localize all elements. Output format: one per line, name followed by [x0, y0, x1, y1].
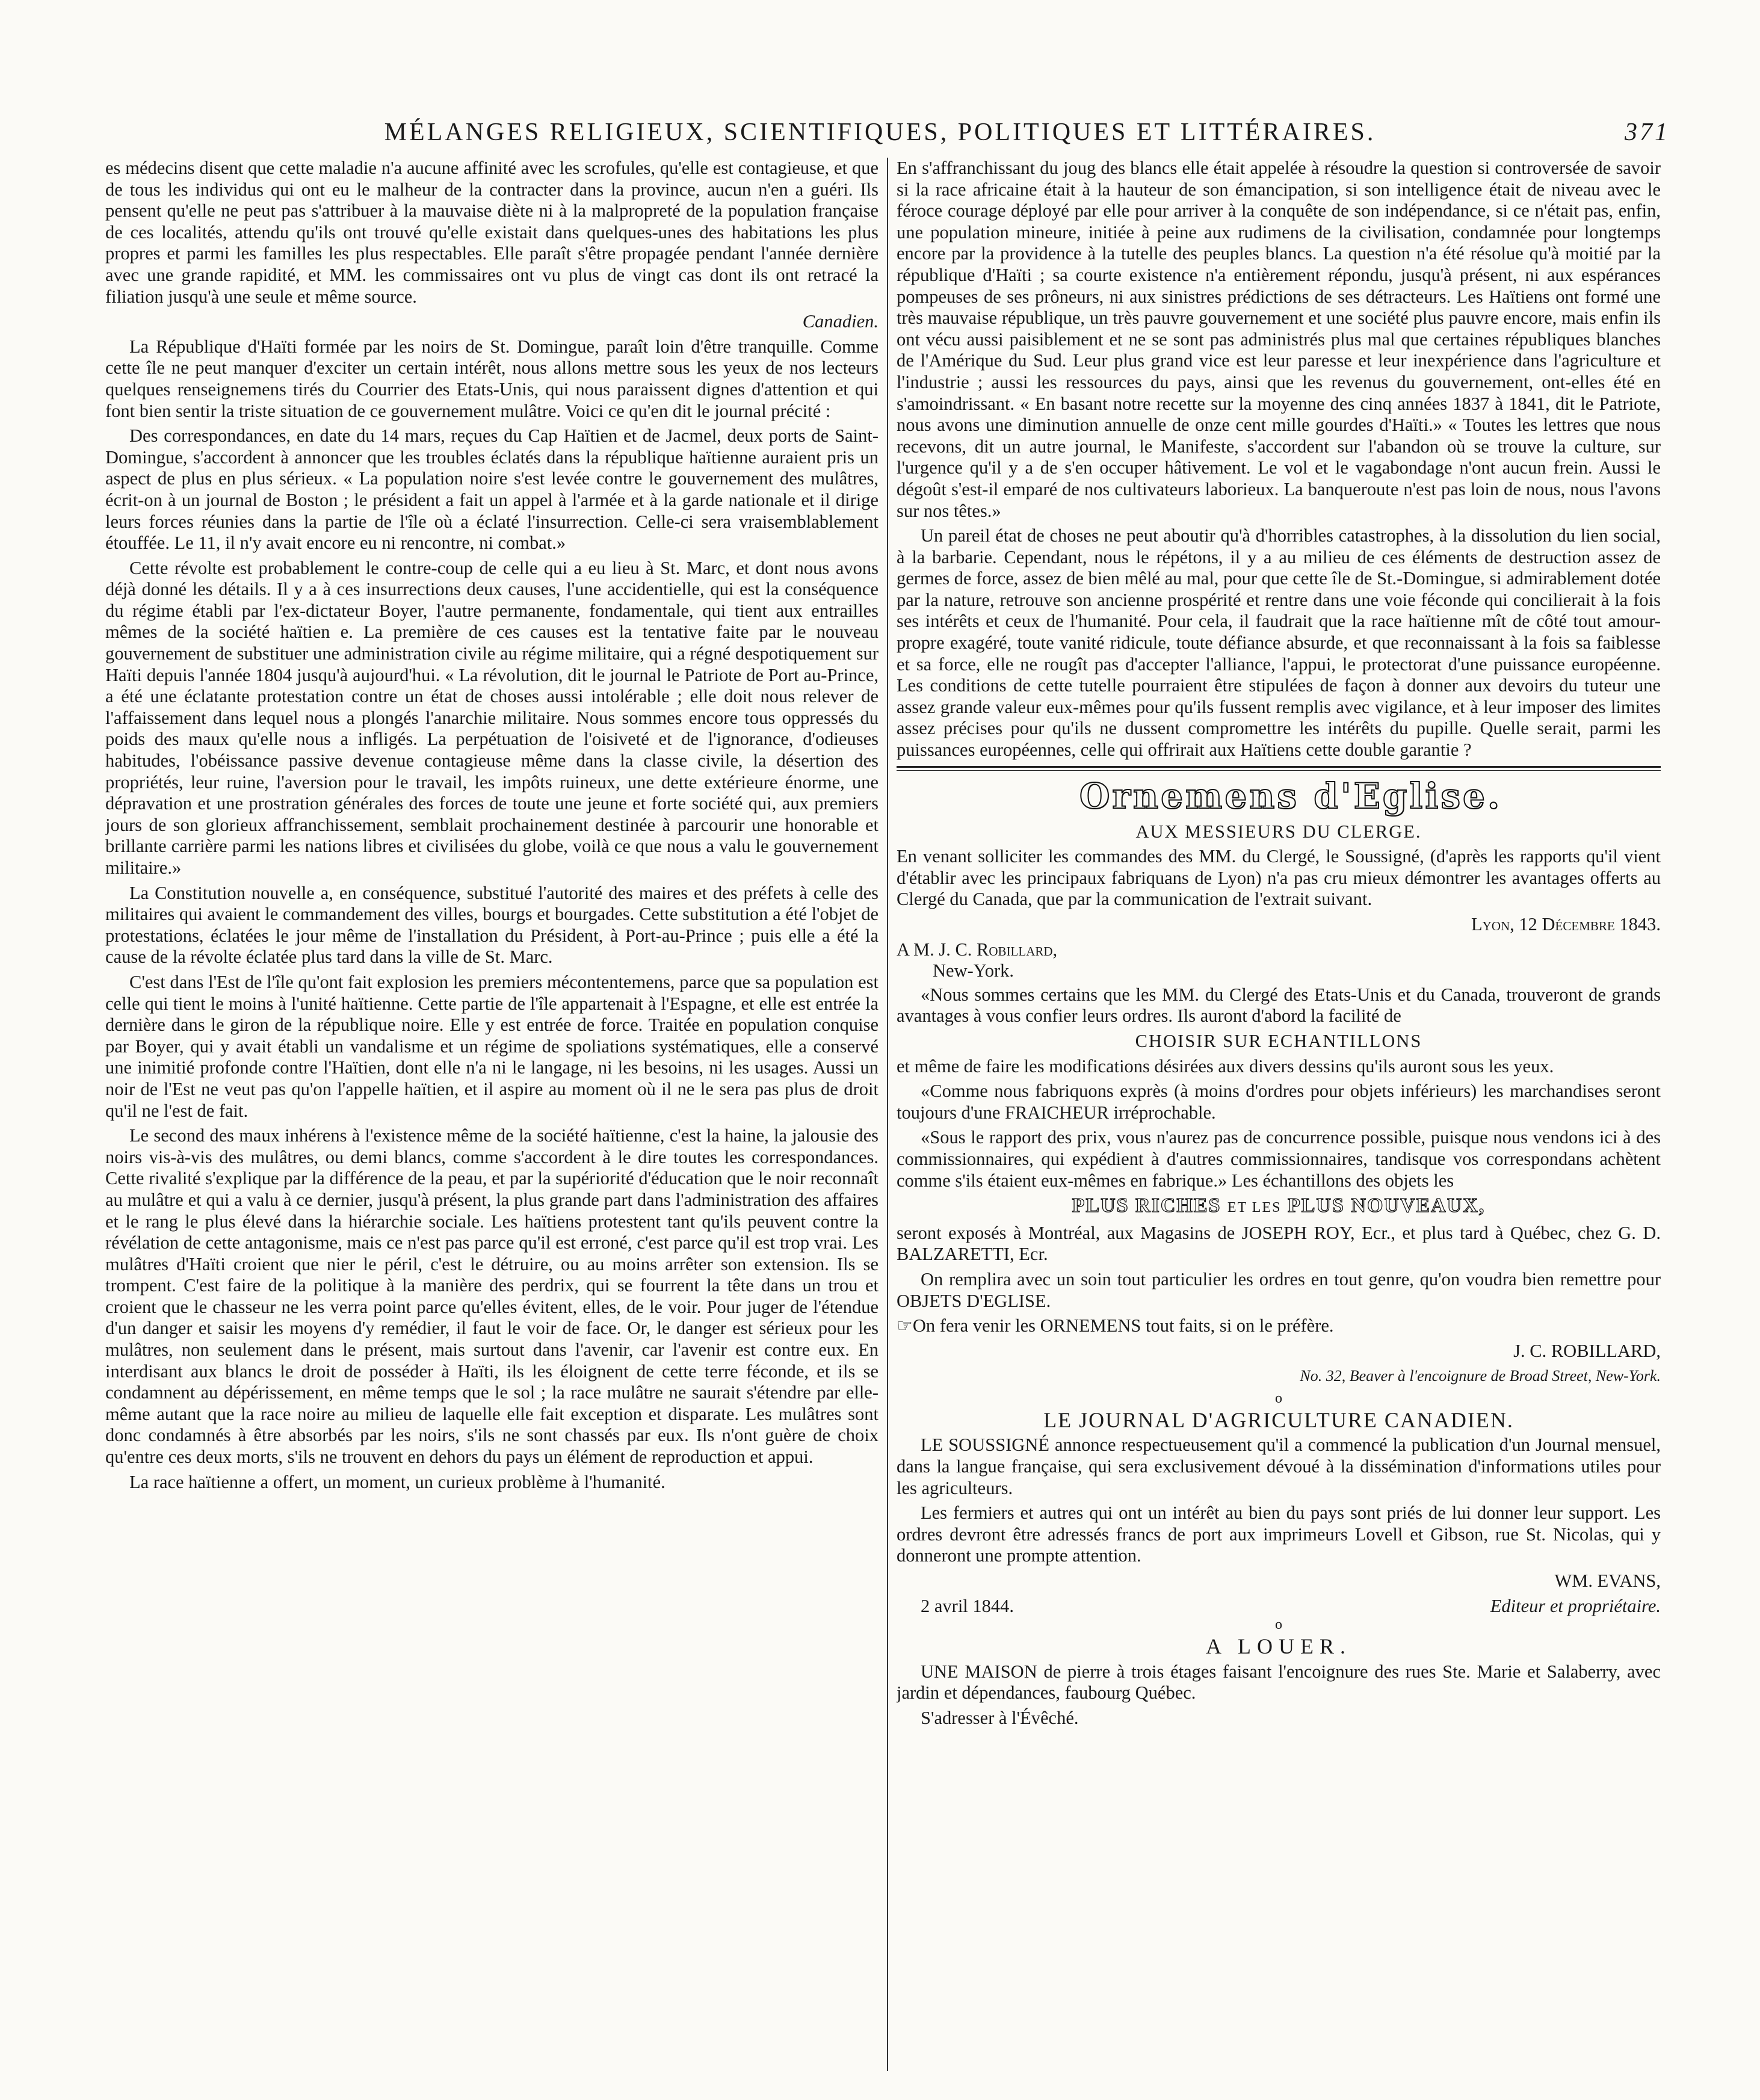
- advert-quote: «Comme nous fabriquons exprès (à moins d'ordres pour objets inférieurs) les marchandises seront toujours d'une FRAICHEUR irréprochable.: [897, 1081, 1661, 1123]
- advert-role: Editeur et propriétaire.: [1490, 1595, 1661, 1616]
- advert-quote-text: On fera venir les ORNEMENS tout faits, si on le préfère.: [912, 1315, 1334, 1336]
- advert-highlight: [897, 1195, 1661, 1219]
- page-number: 371: [1625, 119, 1670, 146]
- section-rule: [897, 766, 1661, 771]
- article-paragraph: La race haïtienne a offert, un moment, un curieux problème à l'humanité.: [129, 1471, 665, 1492]
- column-divider: [887, 158, 888, 2071]
- running-head: [90, 118, 1670, 154]
- running-title: MÉLANGES RELIGIEUX, SCIENTIFIQUES, POLITIQUES ET LITTÉRAIRES.: [384, 119, 1376, 146]
- advert-signature: J. C. ROBILLARD,: [1513, 1340, 1661, 1361]
- advert-body: Les fermiers et autres qui ont un intérêt au bien du pays sont priés de lui donner leur support. Les ordres devront être adressés francs de port aux imprimeurs Lovell et Gibson, rue St. Nicolas, qui y donneront une prompte attention.: [897, 1502, 1661, 1566]
- advert-quote: et même de faire les modifications désirées aux divers dessins qu'ils auront sous les yeux.: [897, 1055, 1554, 1076]
- article-paragraph: Des correspondances, en date du 14 mars, reçues du Cap Haïtien et de Jacmel, deux ports de Saint-Domingue, s'accordent à annoncer que les troubles éclatés dans la république haïtienne auraient pris un aspect de plus en plus sérieux. « La population noire s'est levée contre le gouvernement des mulâtres, écrit-on à un journal de Boston ; le président a fait un appel à l'armée et à la garde nationale et il dirige leurs forces réunies dans la partie de l'île où a éclaté l'insurrection. Celle-ci sera vraisemblablement étouffée. Le 11, il n'y avait encore eu ni rencontre, ni combat.»: [105, 425, 878, 554]
- article-paragraph: C'est dans l'Est de l'île qu'ont fait explosion les premiers mécontentemens, parce que sa population est celle qui tient le moins à l'unité haïtienne. Cette partie de l'île appartenait à l'Espagne, et elle est entrée la dernière dans le giron de la république noire. Elle y est entrée de force. Traitée en population conquise par Boyer, qui y avait établi un vandalisme et un régime de spoliations systématiques, elle a conservé une inimitié profonde contre l'Haïtien, dont elle n'a ni le langage, ni les besoins, ni les usages. Aussi un noir de l'Est ne veut pas qu'on l'appelle haïtien, et il aspire au moment où il ne le sera pas plus de droit qu'il ne l'est de fait.: [105, 971, 878, 1121]
- addressee-city: New-York.: [933, 960, 1014, 981]
- advert-title: LE JOURNAL D'AGRICULTURE CANADIEN.: [1043, 1407, 1514, 1432]
- pointing-hand-icon: ☞: [897, 1316, 913, 1336]
- advert-subtitle: AUX MESSIEURS DU CLERGE.: [1135, 821, 1422, 842]
- advert-addressee: [897, 939, 1661, 982]
- article-paragraph: Un pareil état de choses ne peut aboutir qu'à d'horribles catastrophes, à la dissolution du lien social, à la barbarie. Cependant, nous le répétons, il y a au milieu de ces éléments de destruction assez de germes de force, assez de bien mêlé au mal, pour que cette île de St.-Domingue, si admirablement dotée par la nature, retrouve son ancienne prospérité et rentre dans une voie féconde qui concilierait à la fois ses intérêts et ceux de l'humanité. Pour cela, il faudrait que la race haïtienne mît de côté tout amour-propre exagéré, toute vanité ridicule, toute défiance absurde, et que reconnaissant à la fois sa faiblesse et sa force, elle ne rougît pas d'accepter l'alliance, l'appui, le protectorat d'une puissance européenne. Les conditions de cette tutelle pourraient être stipulées de façon à donner aux devoirs du tuteur une assez grande valeur eux-mêmes pour qu'ils fussent remplis avec vigilance, et à leur imposer des limites assez précises pour qu'ils ne dussent compromettre les intérêts du pupille. Quelle serait, parmi les puissances européennes, celle qui offrirait aux Haïtiens cette double garantie ?: [897, 525, 1661, 761]
- advert-quote: On remplira avec un soin tout particulier les ordres en tout genre, qu'on voudra bien remettre pour OBJETS D'EGLISE.: [897, 1268, 1661, 1311]
- advert-a-louer: [897, 1636, 1661, 1729]
- article-paragraph: es médecins disent que cette maladie n'a aucune affinité avec les scrofules, qu'elle est contagieuse, et que de tous les individus qui ont eu le malheur de la contracter dans la province, aucun n'en a guéri. Ils pensent qu'elle ne peut pas s'attribuer à la mauvaise diète ni à la malpropreté de la population française de ces localités, attendu qu'ils ont trouvé qu'elle existait dans quelques-unes des habitations les plus propres et parmi les familles les plus respectables. Elle paraît s'être propagée pendant l'année dernière avec une grande rapidité, et MM. les commissaires ont vu plus de vingt cas dont ils ont retracé la filiation jusqu'à une seule et même source.: [105, 158, 878, 307]
- advert-choisir: CHOISIR SUR ECHANTILLONS: [1135, 1030, 1422, 1051]
- advert-title: A LOUER.: [1206, 1634, 1351, 1659]
- advert-body: LE SOUSSIGNÉ annonce respectueusement qu'il a commencé la publication d'un Journal mensuel, dans la langue française, qui sera exclusivement dévoué à la dissémination d'informations utiles pour les agriculteurs.: [897, 1434, 1661, 1498]
- advert-signature: WM. EVANS,: [1554, 1570, 1661, 1592]
- article-paragraph: Le second des maux inhérens à l'existence même de la société haïtienne, c'est la haine, la jalousie des noirs vis-à-vis des mulâtres, ou demi blancs, comme s'accordent à le dire toutes les correspondances. Cette rivalité s'explique par la différence de la peau, et par la supériorité d'éducation que le noir reconnaît au mulâtre et qui a valu à ce dernier, jusqu'à présent, la plus grande part dans l'administration des affaires et le rang le plus élevé dans la hiérarchie sociale. Les haïtiens protestent tant qu'ils peuvent contre la révélation de cette antagonisme, mais ce n'est pas parce qu'il est erroné, c'est parce qu'il est trop vrai. Les mulâtres d'Haïti croient que nier le péril, c'est le détruire, ou au moins arrêter son extension. Ils se trompent. C'est faire de la politique à la manière des perdrix, qui se fourrent la tête dans un trou et croient que le chasseur ne les verra point parce qu'elles évitent, elles, de le voir. Pour juger de l'étendue d'un danger et saisir les moyens d'y remédier, il faut le voir de face. Or, le danger est sérieux pour les mulâtres, non seulement dans le présent, mais surtout dans l'avenir, car l'avenir est contre eux. En interdisant aux blancs le droit de posséder à Haïti, ils les éloignent de cette terre féconde, et ils se condamnent au dépérissement, en même temps que le sol ; la race mulâtre ne saurait s'étendre par elle-même autant que la race noire au milieu de laquelle elle fait exception et disparate. Les mulâtres sont donc condamnés à être absorbés par les noirs, s'ils ne sont chassés par eux. Ils n'ont guère de choix qu'entre ces deux morts, s'ils ne trouvent en dehors du pays un élément de reproduction et appui.: [105, 1125, 878, 1468]
- advert-quote: seront exposés à Montréal, aux Magasins de JOSEPH ROY, Ecr., et plus tard à Québec, chez G. D. BALZARETTI, Ecr.: [897, 1222, 1661, 1265]
- advert-date: 2 avril 1844.: [921, 1595, 1014, 1616]
- advert-quote: «Sous le rapport des prix, vous n'aurez pas de concurrence possible, puisque nous vendons ici à des commissionnaires, qui expédient à d'autres commissionnaires, tandisque vos correspondans achètent comme s'ils étaient eux-mêmes en fabrique.» Les échantillons des objets les: [897, 1127, 1661, 1191]
- plus-riches: PLUS RICHES: [1072, 1194, 1221, 1217]
- advert-intro: En venant solliciter les commandes des MM. du Clergé, le Soussigné, (d'après les rapports qu'il vient d'établir avec les principaux fabriquans de Lyon) n'a pas cru mieux démontrer les avantages offerts au Clergé du Canada, que par la communication de l'extrait suivant.: [897, 846, 1661, 910]
- advert-journal: [897, 1407, 1661, 1617]
- separator: o: [1275, 1617, 1282, 1633]
- article-paragraph: La Constitution nouvelle a, en conséquence, substitué l'autorité des maires et des préfets à celle des militaires qui avaient le commandement des villes, bourgs et bourgades. Cette substitution a été l'objet de protestations, éclatées le jour même de l'installation du Président, à Port-au-Prince ; puis elle a été la cause de la révolte éclatée plus tard dans la ville de St. Marc.: [105, 882, 878, 968]
- advert-quote: [897, 1315, 1661, 1337]
- et-les: ET LES: [1227, 1200, 1282, 1216]
- advert-footer: [897, 1596, 1661, 1617]
- advert-body: UNE MAISON de pierre à trois étages faisant l'encoignure des rues Ste. Marie et Salaberry, avec jardin et dépendances, faubourg Québec.: [897, 1661, 1661, 1703]
- separator: o: [1275, 1390, 1282, 1406]
- article-paragraph: Cette révolte est probablement le contre-coup de celle qui a eu lieu à St. Marc, et dont nous avons déjà donné les détails. Il y a à ces insurrections deux causes, l'une accidentielle, qui est la conséquence du régime établi par l'ex-dictateur Boyer, l'autre permanente, fondamentale, qui tient aux entrailles mêmes de la société haïtien e. La première de ces causes est la tentative faite par le nouveau gouvernement de substituer une administration civile au régime militaire, qui a régné despotiquement sur Haïti depuis l'année 1804 jusqu'à aujourd'hui. « La révolution, dit le journal le Patriote de Port au-Prince, a été une éclatante protestation contre un état de choses aussi intolérable ; elle doit nous relever de l'affaissement dans lequel nous a plongés l'anarchie militaire. Nous sommes encore tous oppressés du poids des maux qu'elle nous a infligés. La perpétuation de l'oisiveté et de l'ignorance, d'odieuses habitudes, l'obéissance passive devenue contagieuse même dans la classe civile, la désertion des propriétés, leur ruine, l'aversion pour le travail, les impôts ruineux, une dette extérieure énorme, une dépravation et une prostration générales des forces de toute une jeune et forte société qui, aux premiers jours de son glorieux affranchissement, semblait prochainement destinée à parcourir une honorable et brillante carrière parmi les nations libres et civilisées du globe, voilà ce que nous a valu le gouvernement militaire.»: [105, 557, 878, 878]
- left-column: [105, 158, 878, 2071]
- advert-contact: S'adresser à l'Évêché.: [921, 1708, 1079, 1728]
- addressee-name: A M. J. C. Robillard,: [897, 939, 1058, 960]
- plus-nouveaux: PLUS NOUVEAUX,: [1287, 1194, 1486, 1217]
- article-paragraph: La République d'Haïti formée par les noirs de St. Domingue, paraît loin d'être tranquille. Comme cette île ne peut manquer d'exciter un certain intérêt, nous allons mettre sous les yeux de nos lecteurs quelques renseignemens tirés du Courrier des Etats-Unis, qui nous paraissent dignes d'attention et qui font bien sentir la triste situation de ce gouvernement mulâtre. Voici ce qu'en dit le journal précité :: [105, 336, 878, 421]
- advert-ornemens: [897, 774, 1661, 1387]
- right-column: [897, 158, 1661, 2071]
- advert-quote: «Nous sommes certains que les MM. du Clergé des Etats-Unis et du Canada, trouveront de grands avantages à vous confier leurs ordres. Ils auront d'abord la facilité de: [897, 984, 1661, 1027]
- advert-title: Ornemens d'Eglise.: [1079, 775, 1502, 817]
- advert-dateline: Lyon, 12 Décembre 1843.: [1471, 914, 1661, 934]
- article-source: Canadien.: [802, 311, 878, 332]
- advert-address: No. 32, Beaver à l'encoignure de Broad Street, New-York.: [1300, 1367, 1661, 1385]
- article-paragraph: En s'affranchissant du joug des blancs elle était appelée à résoudre la question si controversée de savoir si la race africaine était à la hauteur de son émancipation, si son intelligence était de niveau avec le féroce courage déployé par elle pour arriver à la conquête de son indépendance, si ce n'était pas, enfin, une population mineure, initiée à peine aux rudimens de la civilisation, condamnée pour longtemps encore par la providence à la tutelle des peuples blancs. La question n'a été résolue qu'à moitié par la république d'Haïti ; sa courte existence n'a entièrement répondu, jusqu'à présent, ni aux espérances pompeuses de ses prôneurs, ni aux sinistres prédictions de ses détracteurs. Les Haïtiens ont formé une très mauvaise république, un très pauvre gouvernement et une société plus pauvre encore, mais enfin ils ont vécu aussi paisiblement et ne se sont pas administrés plus mal que certaines républiques blanches de l'Amérique du Sud. Leur plus grand vice est leur paresse et leur inexpérience dans l'agriculture et l'industrie ; aussi les ressources du pays, ainsi que les revenus du gouvernement, ont-elles été en s'amoindrissant. « En basant notre recette sur la moyenne des cinq années 1837 à 1841, dit le Patriote, nous avons une diminution annuelle de onze cent mille gourdes d'Haïti.» « Toutes les lettres que nous recevons, dit un autre journal, le Manifeste, s'accordent sur l'abandon où se trouve la culture, sur l'urgence qu'il y a de s'en occuper hâtivement. Le vol et le vagabondage n'ont aucun frein. Aussi le dégoût s'est-il emparé de nos cultivateurs laborieux. La banqueroute n'est pas loin de nous, nous l'avons sur nos têtes.»: [897, 158, 1661, 521]
